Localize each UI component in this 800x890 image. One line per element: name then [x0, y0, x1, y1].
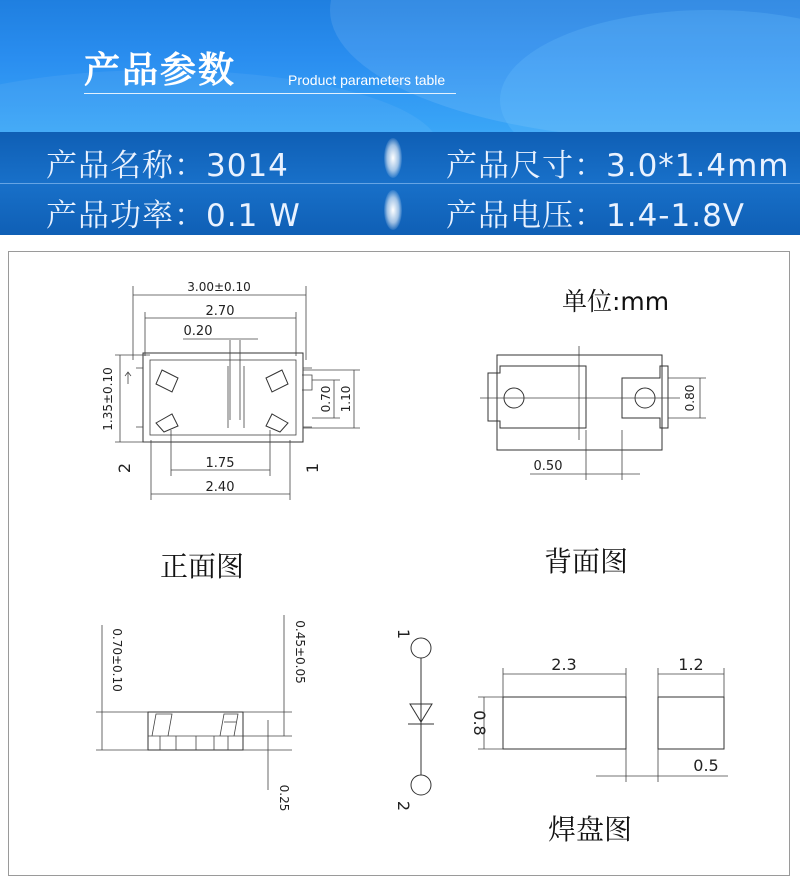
- pad-dim-b: 1.2: [678, 655, 704, 674]
- back-view-caption: 背面图: [544, 545, 629, 578]
- front-view-caption: 正面图: [160, 550, 245, 583]
- back-dim-height: 0.80: [683, 384, 697, 412]
- back-dim-gap: 0.50: [533, 459, 563, 474]
- param-product-power: 产品功率：0.1 W: [46, 198, 301, 234]
- page-title: 产品参数: [84, 50, 237, 91]
- back-body-outline: [497, 355, 662, 450]
- param-product-voltage: 产品电压：1.4-1.8V: [446, 198, 745, 234]
- dim-inner-width: 2.70: [205, 304, 235, 319]
- param-product-size: 产品尺寸：3.0*1.4mm: [446, 148, 790, 184]
- front-pin-1-label: 1: [303, 462, 322, 474]
- pad-large: [503, 697, 626, 749]
- pad-dim-gap: 0.5: [693, 756, 719, 775]
- dim-h-070: 0.70: [319, 385, 333, 413]
- symbol-pin-2-label: 2: [394, 800, 413, 812]
- side-dim-bottom: 0.25: [277, 784, 291, 812]
- dim-body-width: 2.40: [205, 480, 235, 495]
- front-body-inner: [150, 360, 296, 435]
- back-view-drawing: [480, 346, 706, 480]
- front-pad: [156, 414, 178, 432]
- param-product-name: 产品名称：3014: [46, 148, 289, 184]
- diode-symbol: [394, 629, 434, 811]
- side-dim-height: 0.70±0.10: [110, 628, 124, 692]
- dim-slot-width: 0.20: [183, 324, 213, 339]
- symbol-terminal: [411, 638, 431, 658]
- dim-pad-spacing: 1.75: [205, 456, 235, 471]
- unit-label: 单位:mm: [562, 287, 670, 316]
- front-pad: [266, 414, 288, 432]
- back-pad-right: [622, 366, 668, 428]
- side-view-drawing: [96, 615, 307, 811]
- dim-total-height: 1.35±0.10: [101, 367, 115, 431]
- dim-h-110: 1.10: [339, 385, 353, 413]
- page-subtitle: Product parameters table: [288, 72, 446, 88]
- pad-dim-a: 2.3: [551, 655, 577, 674]
- pad-dim-height: 0.8: [470, 710, 489, 736]
- pad-view-caption: 焊盘图: [548, 813, 633, 846]
- pad-small: [658, 697, 724, 749]
- symbol-pin-1-label: 1: [394, 628, 413, 640]
- front-view-drawing: [101, 280, 360, 500]
- side-body: [148, 712, 243, 750]
- front-pad: [156, 370, 178, 392]
- pad-view-drawing: [470, 655, 728, 782]
- symbol-terminal: [411, 775, 431, 795]
- front-pin-2-label: 2: [115, 462, 134, 474]
- back-pad-left: [488, 366, 586, 428]
- front-pad: [266, 370, 288, 392]
- side-dim-top: 0.45±0.05: [293, 620, 307, 684]
- front-body-outline: [143, 353, 303, 442]
- dim-total-width: 3.00±0.10: [187, 280, 251, 294]
